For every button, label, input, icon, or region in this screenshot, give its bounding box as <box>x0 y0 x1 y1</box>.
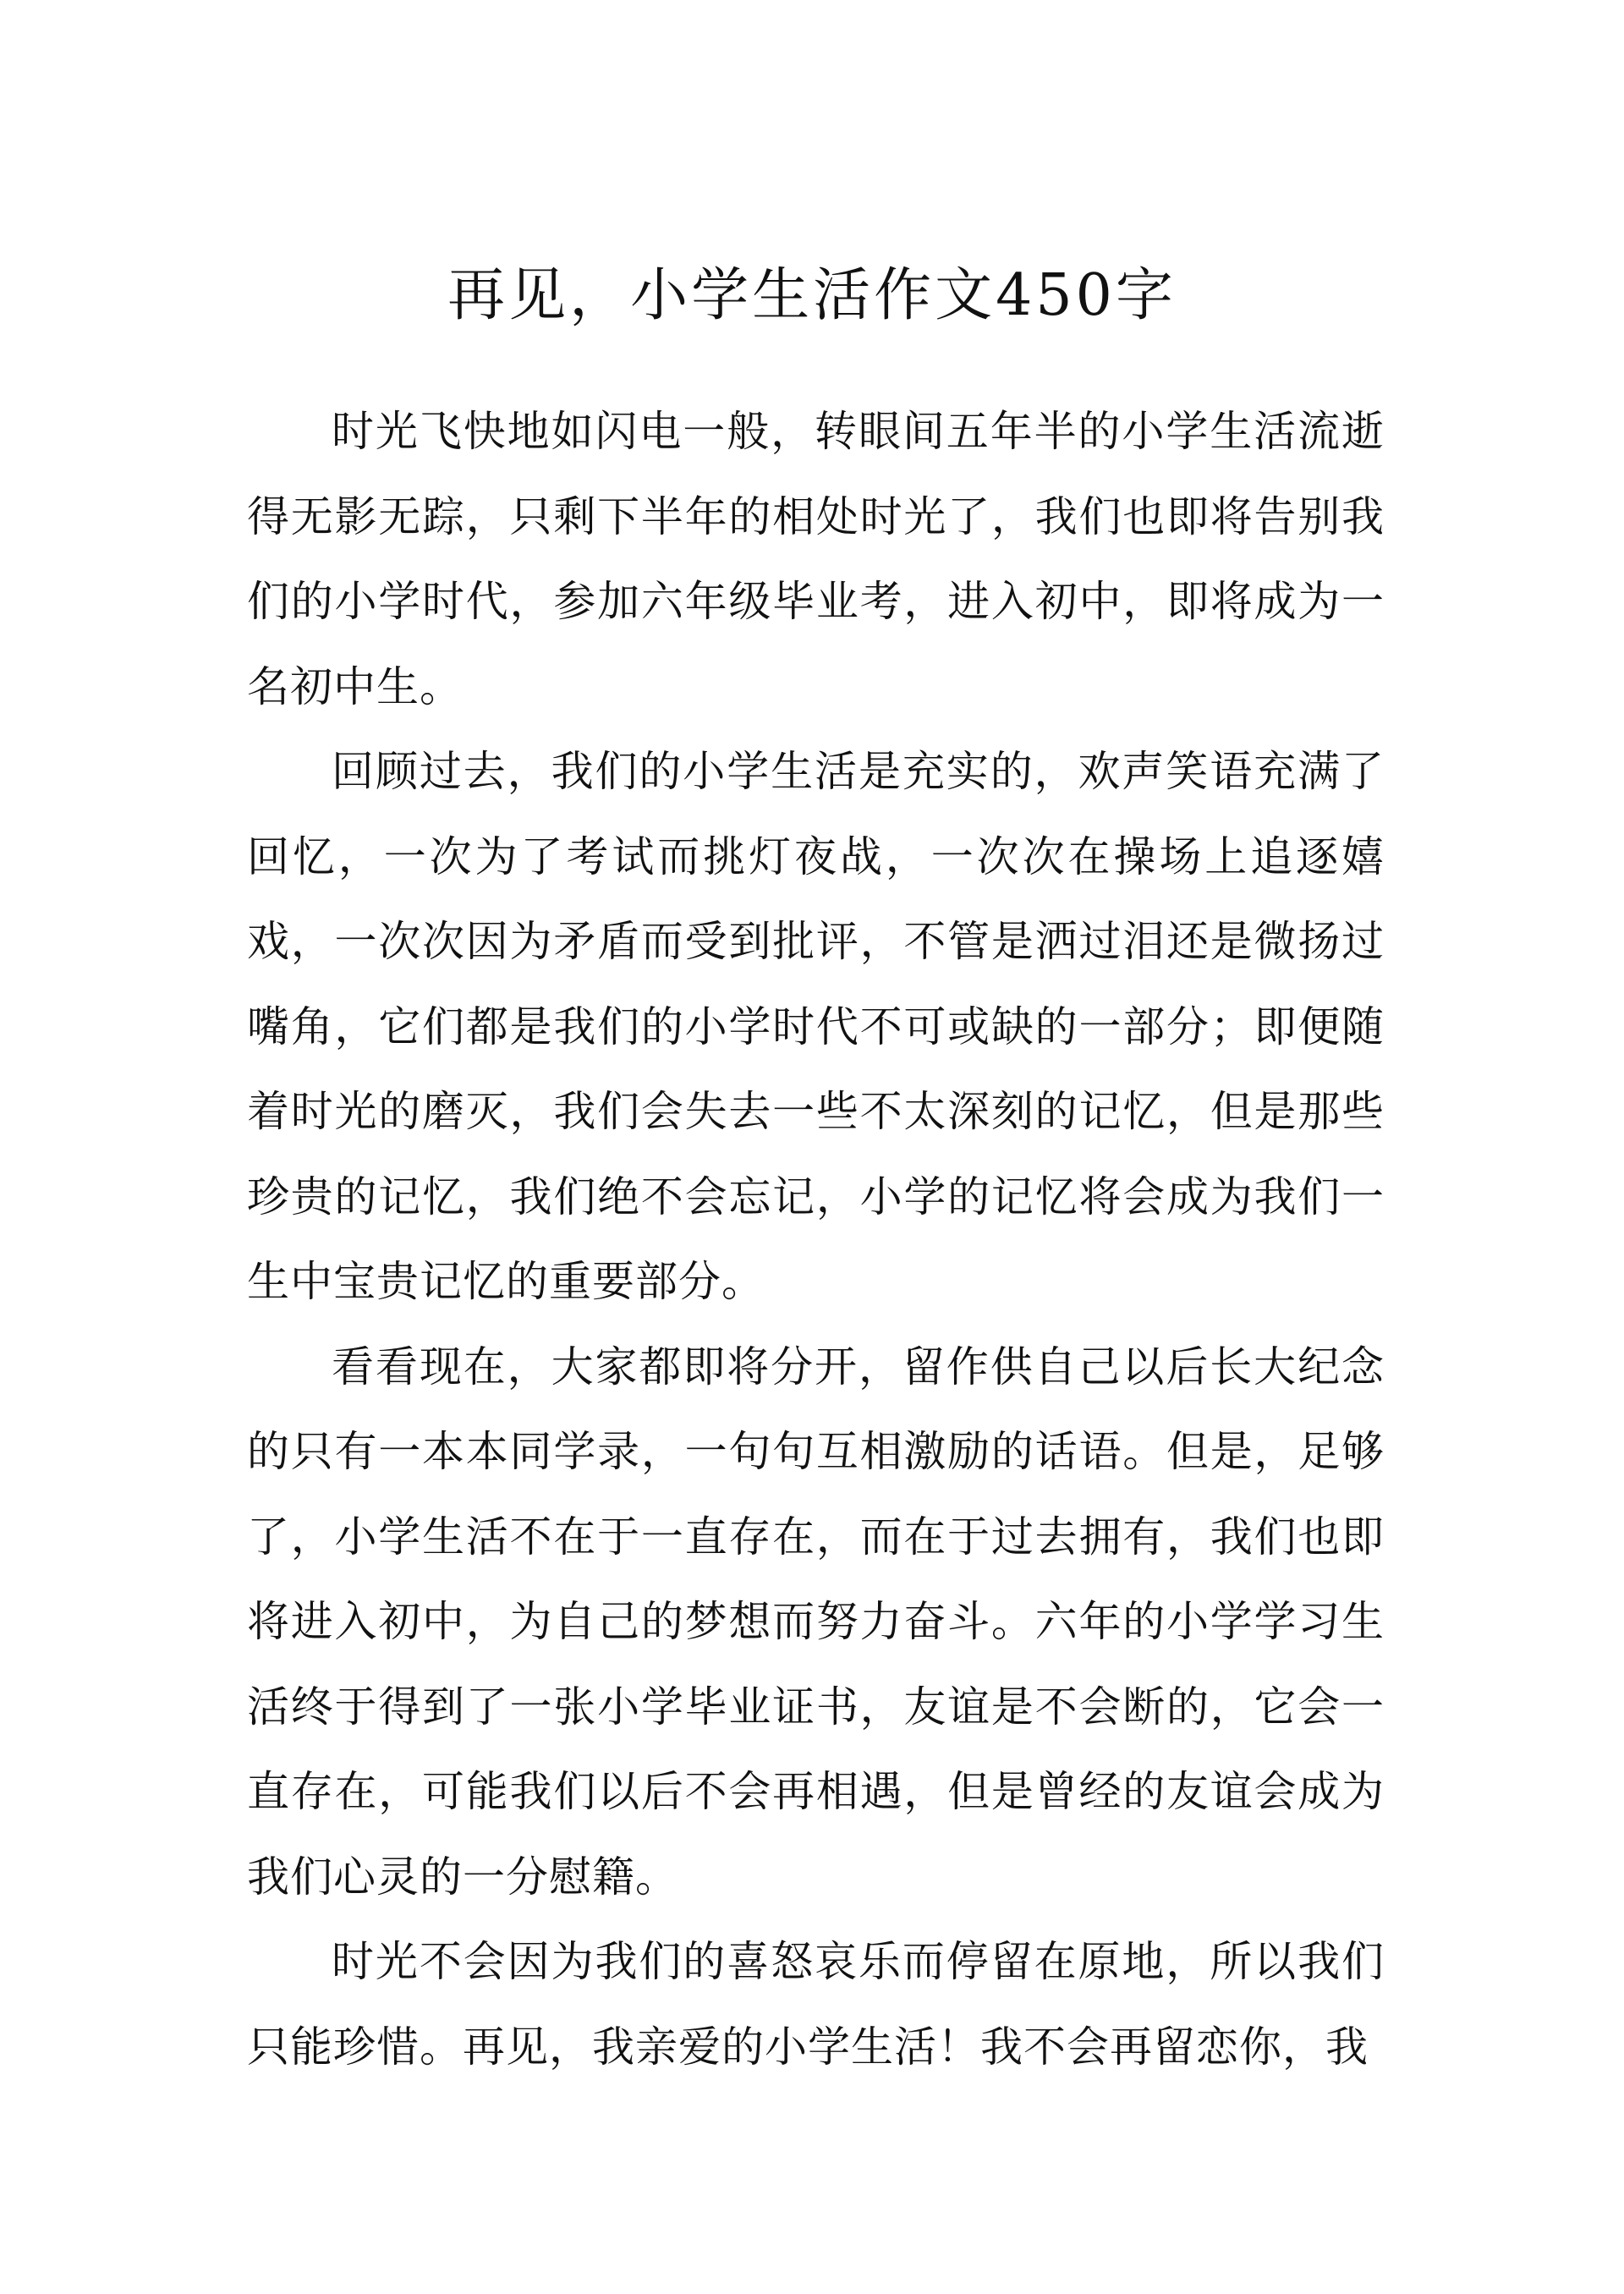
paragraph-2: 回顾过去，我们的小学生活是充实的，欢声笑语充满了回忆，一次为了考试而挑灯夜战，一次次在操场上追逐嬉戏，一次次因为矛盾而受到批评，不管是洒过泪还是微扬过嘴角，它们都是我们的小学时代不可或缺的一部分；即便随着时光的磨灭，我们会失去一些不太深刻的记忆，但是那些珍贵的记忆，我们绝不会忘记，小学的记忆将会成为我们一生中宝贵记忆的重要部分。 <box>247 747 1385 1306</box>
paragraph-4: 时光不会因为我们的喜怒哀乐而停留在原地，所以我们只能珍惜。再见，我亲爱的小学生活！我不会再留恋你，我 <box>247 1937 1385 2072</box>
paragraph-1: 时光飞快地如闪电一般，转眼间五年半的小学生活流逝得无影无踪，只剩下半年的相处时光了，我们也即将告别我们的小学时代，参加六年级毕业考，进入初中，即将成为一名初中生。 <box>247 407 1385 711</box>
document-title: 再见，小学生活作文450字 <box>447 262 1177 329</box>
document-body <box>247 389 1385 2089</box>
paragraph-3: 看看现在，大家都即将分开，留作供自己以后长大纪念的只有一本本同学录，一句句互相激励的话语。但是，足够了，小学生活不在于一直存在，而在于过去拥有，我们也即将进入初中，为自己的梦想而努力奋斗。六年的小学学习生活终于得到了一张小学毕业证书，友谊是不会断的，它会一直存在，可能我们以后不会再相遇，但是曾经的友谊会成为我们心灵的一分慰籍。 <box>247 1342 1385 1902</box>
